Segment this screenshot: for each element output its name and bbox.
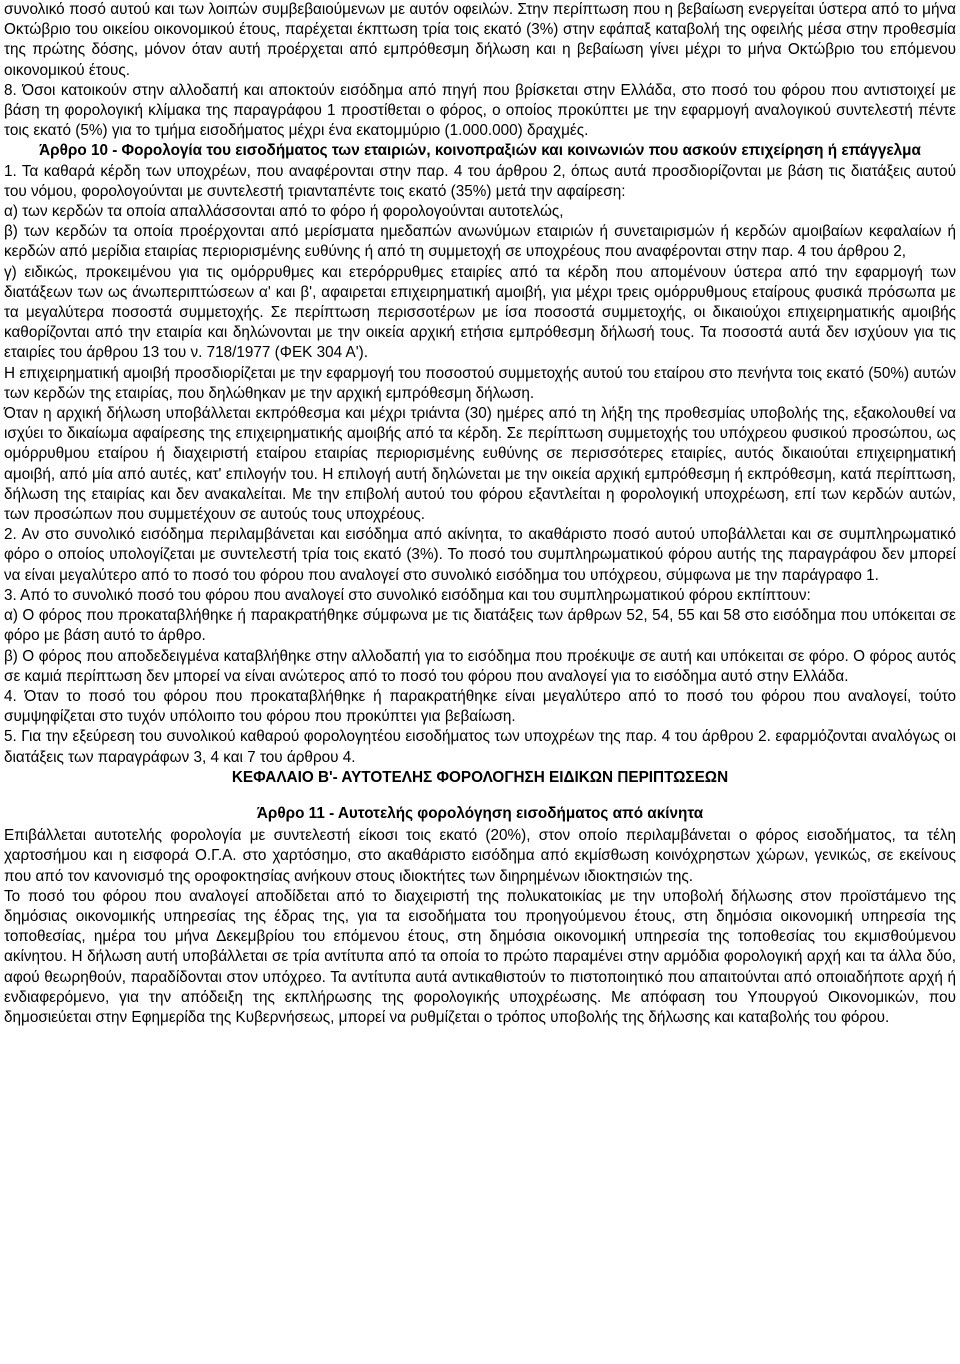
chapter-b-heading: ΚΕΦΑΛΑΙΟ Β'- ΑΥΤΟΤΕΛΗΣ ΦΟΡΟΛΟΓΗΣΗ ΕΙΔΙΚΩΝ ΠΕΡΙΠΤΩΣΕΩΝ <box>231 768 729 786</box>
paragraph-article9-8: 8. Όσοι κατοικούν στην αλλοδαπή και αποκτούν εισόδημα από πηγή που βρίσκεται στην Ελλάδα, στο ποσό του φόρου που αντιστοιχεί με βάση τη φορολογική κλίμακα της παραγράφου 1 προστίθεται ο φόρος, ο οποίος προκύπτει με την εφαρμογή αναλογικού συντελεστή πέντε τοις εκατό (5%) για το τμήμα εισοδήματος μέχρι ένα εκατομμύριο (1.000.000) δραχμές. <box>4 81 956 140</box>
list-item-b: β) των κερδών τα οποία προέρχονται από μερίσματα ημεδαπών ανωνύμων εταιριών ή συνεταιρισμών ή κερδών αμοιβαίων κεφαλαίων ή κερδών από μερίδια εταιρίας περιορισμένης ευθύνης ή από τη συμμετοχή σε υποχρέους που αναφέρονται στην παρ. 4 του άρθρου 2, <box>4 223 956 261</box>
paragraph-article11-2: Το ποσό του φόρου που αναλογεί αποδίδεται από το διαχειριστή της πολυκατοικίας με την υποβολή δήλωσης στον προϊστάμενο της δημόσιας οικονομικής υπηρεσίας της έδρας της, για τα εισοδήματα του προηγούμενου έτους, στη δημόσια οικονομική υπηρεσία της τοποθεσίας, ημέρα του μήνα Δεκεμβρίου του επόμενου έτους, στη δημόσια οικονομική υπηρεσία της τοποθεσίας του εκμισθούμενου ακίνητου. Η δήλωση αυτή υποβάλλεται σε τρία αντίτυπα από τα οποία το πρώτο παραμένει στην αρμόδια φορολογική αρχή και τα άλλα δύο, αφού θεωρηθούν, παραδίδονται στον υπόχρεο. Τα αντίτυπα αυτά αντικαθιστούν το πιστοποιητικό που απαιτούνται από οποιαδήποτε αρχή ή ενδιαφερόμενο, για την απόδειξη της εκπλήρωσης της φορολογικής υποχρέωσης. Με απόφαση του Υπουργού Οικονομικών, που δημοσιεύεται στην Εφημερίδα της Κυβερνήσεως, μπορεί να ρυθμίζεται ο τρόπος υποβολής της δήλωσης και καταβολής του φόρου. <box>4 887 956 1026</box>
document-page <box>4 0 956 1028</box>
list-item-c: γ) ειδικώς, προκειμένου για τις ομόρρυθμες και ετερόρρυθμες εταιρίες από τα κέρδη που απομένουν ύστερα από την εφαρμογή των διατάξεων των ως άνωπεριπτώσεων α' και β', αφαιρεται επιχειρηματική αμοιβή, για μέχρι τρεις ομόρρυθμους εταίρους φυσικά πρόσωπα με τα μεγαλύτερα ποσοστά συμμετοχής. Σε περίπτωση περισσοτέρων με ίσα ποσοστά συμμετοχής, οι δικαιούχοι επιχειρηματικής αμοιβής καθορίζονται από την εταιρία και δηλώνονται με την οικεία αρχική ετήσια εμπρόθεσμη δήλωσή τους. Τα ποσοστά αυτά δεν ισχύουν για τις εταιρίες του άρθρου 13 του ν. 718/1977 (ΦΕΚ 304 Α'). <box>4 263 956 362</box>
paragraph-article10-1: 1. Τα καθαρά κέρδη των υποχρέων, που αναφέρονται στην παρ. 4 του άρθρου 2, όπως αυτά προσδιορίζονται με βάση τις διατάξεις αυτού του νόμου, φορολογούνται με συντελεστή τριανταπέντε τοις εκατό (35%) μετά την αφαίρεση: <box>4 162 956 200</box>
paragraph-continuation: συνολικό ποσό αυτού και των λοιπών συμβεβαιούμενων με αυτόν οφειλών. Στην περίπτωση που η βεβαίωση ενεργείται ύστερα από το μήνα Οκτώβριο του οικείου οικονομικού έτους, παρέχεται έκπτωση τρία τοις εκατό (3%) στην εφάπαξ καταβολή της οφειλής μέσα στην προθεσμία της πρώτης δόσης, μόνον όταν αυτή προέρχεται από εμπρόθεσμη δήλωση και η βεβαίωση γίνει μέχρι το μήνα Οκτώβριο του επόμενου οικονομικού έτους. <box>4 1 956 79</box>
paragraph-business-fee: Η επιχειρηματική αμοιβή προσδιορίζεται με την εφαρμογή του ποσοστού συμμετοχής αυτού του εταίρου στο πενήντα τοις εκατό (50%) αυτών των κερδών της εταιρίας, που δηλώθηκαν με την αρχική εμπρόθεσμη δήλωση. <box>4 364 956 402</box>
list-item-3a: α) Ο φόρος που προκαταβλήθηκε ή παρακρατήθηκε σύμφωνα με τις διατάξεις των άρθρων 52, 54, 55 και 58 στο εισόδημα που υπόκειται σε φόρο με βάση αυτό το άρθρο. <box>4 607 956 645</box>
paragraph-article10-2: 2. Αν στο συνολικό εισόδημα περιλαμβάνεται και εισόδημα από ακίνητα, το ακαθάριστο ποσό αυτού υποβάλλεται και σε συμπληρωματικό φόρο ο οποίος υπολογίζεται με συντελεστή τρία τοις εκατό (3%). Το ποσό του συμπληρωματικού φόρου αυτής της παραγράφου δεν μπορεί να είναι μεγαλύτερο από το ποσό του φόρου που αναλογεί στο συνολικό εισόδημα του υπόχρεου, σύμφωνα με την παράγραφο 1. <box>4 526 956 584</box>
list-item-a: α) των κερδών τα οποία απαλλάσσονται από το φόρο ή φορολογούνται αυτοτελώς, <box>4 203 564 221</box>
article-10-heading: Άρθρο 10 - Φορολογία του εισοδήματος των εταιριών, κοινοπραξιών και κοινωνιών που ασκούν επιχείρηση ή επάγγελμα <box>39 142 921 160</box>
paragraph-article11-1: Επιβάλλεται αυτοτελής φορολογία με συντελεστή είκοσι τοις εκατό (20%), στον οποίο περιλαμβάνεται ο φόρος εισοδήματος, τα τέλη χαρτοσήμου και η εισφορά Ο.Γ.Α. στο χαρτόσημο, στο ακαθάριστο εισόδημα από εκμίσθωση κοινόχρηστων χώρων, γενικώς, σε εκείνους που από τον κανονισμό της οροφοκτησίας ανήκουν στους ιδιοκτήτες των διηρημένων ιδιοκτησιών της. <box>4 827 956 885</box>
paragraph-article10-4: 4. Όταν το ποσό του φόρου που προκαταβλήθηκε ή παρακρατήθηκε είναι μεγαλύτερο από το ποσό του φόρου που αναλογεί, τούτο συμψηφίζεται στο τυχόν υπόλοιπο του φόρου που προκύπτει για βεβαίωση. <box>4 687 956 726</box>
paragraph-late-filing: Όταν η αρχική δήλωση υποβάλλεται εκπρόθεσμα και μέχρι τριάντα (30) ημέρες από τη λήξη της προθεσμίας υποβολής της, εξακολουθεί να ισχύει το δικαίωμα αφαίρεσης της επιχειρηματικής αμοιβής από τα κέρδη. Σε περίπτωση συμμετοχής του υπόχρεου φυσικού προσώπου, ως ομόρρυθμου εταίρου ή διαχειριστή εταίρου εταιρίας περιορισμένης ευθύνης σε περισσότερες εταιρίες, αυτός δικαιούται επιχειρηματική αμοιβή, από μία από αυτές, κατ' επιλογήν του. Η επιλογή αυτή δηλώνεται με την οικεία αρχική εμπρόθεσμη ή εκπρόθεσμη, κατά περίπτωση, δήλωση της εταιρίας και δεν ανακαλείται. Με την επιβολή αυτού του φόρου εξαντλείται η φορολογική υποχρέωση, επί των κερδών αυτών, των προσώπων που συμμετέχουν σε αυτούς τους υποχρέους. <box>4 405 956 524</box>
list-item-3b: β) Ο φόρος που αποδεδειγμένα καταβλήθηκε στην αλλοδαπή για το εισόδημα που προέκυψε σε αυτή και υπόκειται σε φόρο. Ο φόρος αυτός σε καμιά περίπτωση δεν μπορεί να είναι ανώτερος από το ποσό του φόρου που αναλογεί για το εισόδημα αυτό στην Ελλάδα. <box>4 647 956 685</box>
article-11-heading: Άρθρο 11 - Αυτοτελής φορολόγηση εισοδήματος από ακίνητα <box>256 804 704 822</box>
paragraph-article10-5: 5. Για την εξεύρεση του συνολικού καθαρού φορολογητέου εισοδήματος των υποχρέων της παρ. 4 του άρθρου 2. εφαρμόζονται αναλόγως οι διατάξεις των παραγράφων 3, 4 και 7 του άρθρου 4. <box>4 728 956 766</box>
paragraph-article10-3: 3. Από το συνολικό ποσό του φόρου που αναλογεί στο συνολικό εισόδημα και του συμπληρωματικού φόρου εκπίπτουν: <box>4 586 811 604</box>
